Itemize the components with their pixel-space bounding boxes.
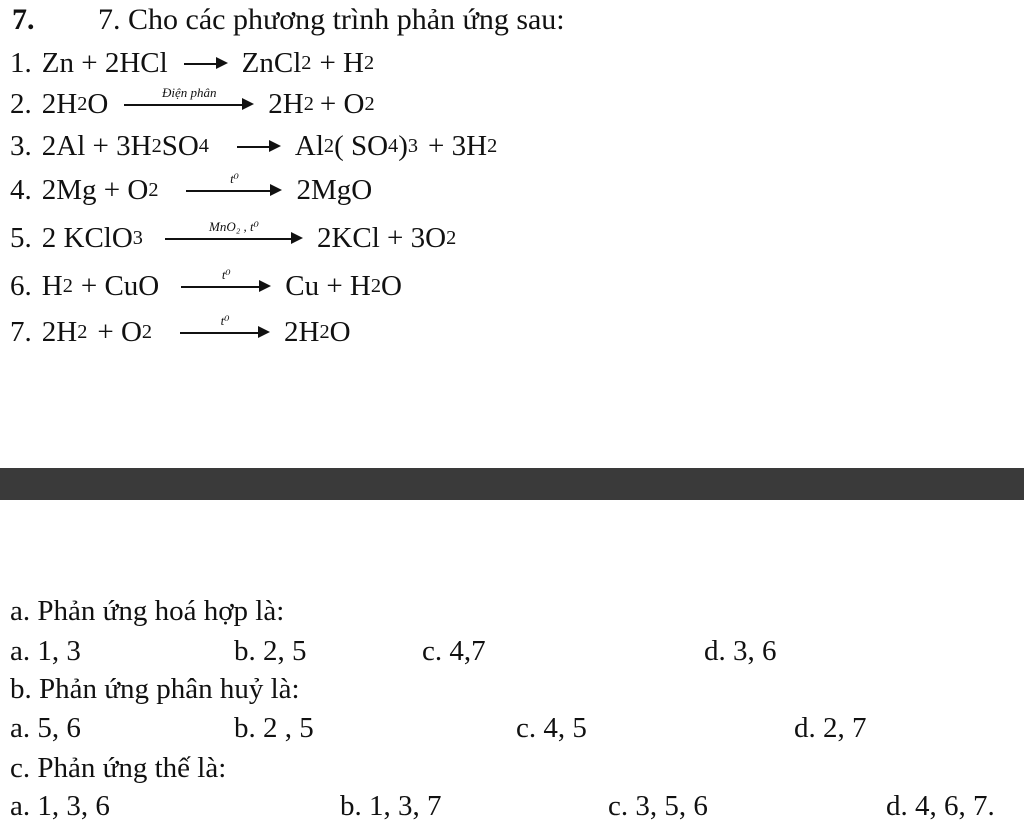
reactants: 2Mg + O: [41, 173, 149, 206]
part-c-option-a: a. 1, 3, 6: [10, 790, 110, 822]
equation-2: 2. 2H 2 O Điện phân 2H 2 + O 2: [10, 85, 375, 120]
equation-3: 3. 2Al + 3H 2 SO 4 Al 2 ( SO 4 ) 3 + 3H 2: [10, 129, 498, 162]
product-a: 2H: [268, 87, 304, 120]
reactants: 2H: [41, 87, 78, 120]
product-b: + H: [319, 46, 364, 79]
product-a: 2H: [284, 315, 320, 348]
arrow-condition: MnO₂ , t⁰: [209, 219, 259, 234]
product-a: 2KCl + 3O: [316, 221, 447, 254]
equation-number: 1.: [10, 46, 32, 79]
part-b-option-d: d. 2, 7: [794, 712, 867, 744]
part-a-option-d: d. 3, 6: [704, 635, 777, 667]
part-a-option-b: b. 2, 5: [234, 635, 307, 667]
divider-bar: [0, 468, 1024, 500]
part-b-option-b: b. 2 , 5: [234, 712, 314, 744]
part-a-label: a. Phản ứng hoá hợp là:: [10, 595, 285, 627]
product-a: Al: [294, 129, 324, 162]
reactants-tail: + O: [97, 315, 142, 348]
part-b-option-a: a. 5, 6: [10, 712, 81, 744]
part-a-option-c: c. 4,7: [422, 635, 486, 667]
equation-number: 4.: [10, 173, 32, 206]
product-b: O: [329, 315, 351, 348]
arrow-condition: Điện phân: [162, 85, 217, 100]
reactants: H: [41, 269, 63, 302]
equation-number: 6.: [10, 269, 32, 302]
question-number: 7.: [12, 3, 35, 36]
equation-number: 5.: [10, 221, 32, 254]
product-b: ( SO: [334, 129, 389, 162]
product-a: Cu + H: [285, 269, 371, 302]
reactants: Zn + 2HCl: [41, 46, 168, 79]
reactants-tail: SO: [161, 129, 199, 162]
part-c-label: c. Phản ứng thế là:: [10, 752, 227, 784]
equation-number: 3.: [10, 129, 32, 162]
part-c-option-d: d. 4, 6, 7.: [886, 790, 995, 822]
equation-1: 1. Zn + 2HCl ZnCl 2 + H 2: [10, 46, 375, 79]
equation-number: 7.: [10, 315, 32, 348]
reactants: 2H: [41, 315, 78, 348]
equation-number: 2.: [10, 87, 32, 120]
equation-7: 7. 2H 2 + O 2 t⁰ 2H 2 O: [10, 313, 351, 348]
arrow-condition: t⁰: [230, 171, 239, 186]
product-a: ZnCl: [241, 46, 302, 79]
part-c-option-c: c. 3, 5, 6: [608, 790, 708, 822]
part-b-label: b. Phản ứng phân huỷ là:: [10, 673, 300, 705]
part-a-option-a: a. 1, 3: [10, 635, 81, 667]
arrow-condition: t⁰: [220, 313, 230, 328]
part-c-option-b: b. 1, 3, 7: [340, 790, 442, 822]
equation-6: 6. H 2 + CuO t⁰ Cu + H 2 O: [10, 267, 402, 302]
product-d: + 3H: [428, 129, 488, 162]
product-b: + O: [319, 87, 365, 120]
equation-4: 4. 2Mg + O 2 t⁰ 2MgO: [10, 171, 373, 206]
question-title: 7. Cho các phương trình phản ứng sau:: [98, 3, 565, 36]
equation-5: 5. 2 KClO 3 MnO₂ , t⁰ 2KCl + 3O 2: [10, 219, 457, 254]
reactants-tail: + CuO: [80, 269, 160, 302]
reactants: 2 KClO: [41, 221, 133, 254]
arrow-condition: t⁰: [221, 267, 231, 282]
reactants: 2Al + 3H: [41, 129, 152, 162]
reactants-tail: O: [87, 87, 109, 120]
product-c: ): [398, 129, 408, 162]
product-a: 2MgO: [296, 173, 373, 206]
product-b: O: [381, 269, 402, 302]
part-b-option-c: c. 4, 5: [516, 712, 587, 744]
